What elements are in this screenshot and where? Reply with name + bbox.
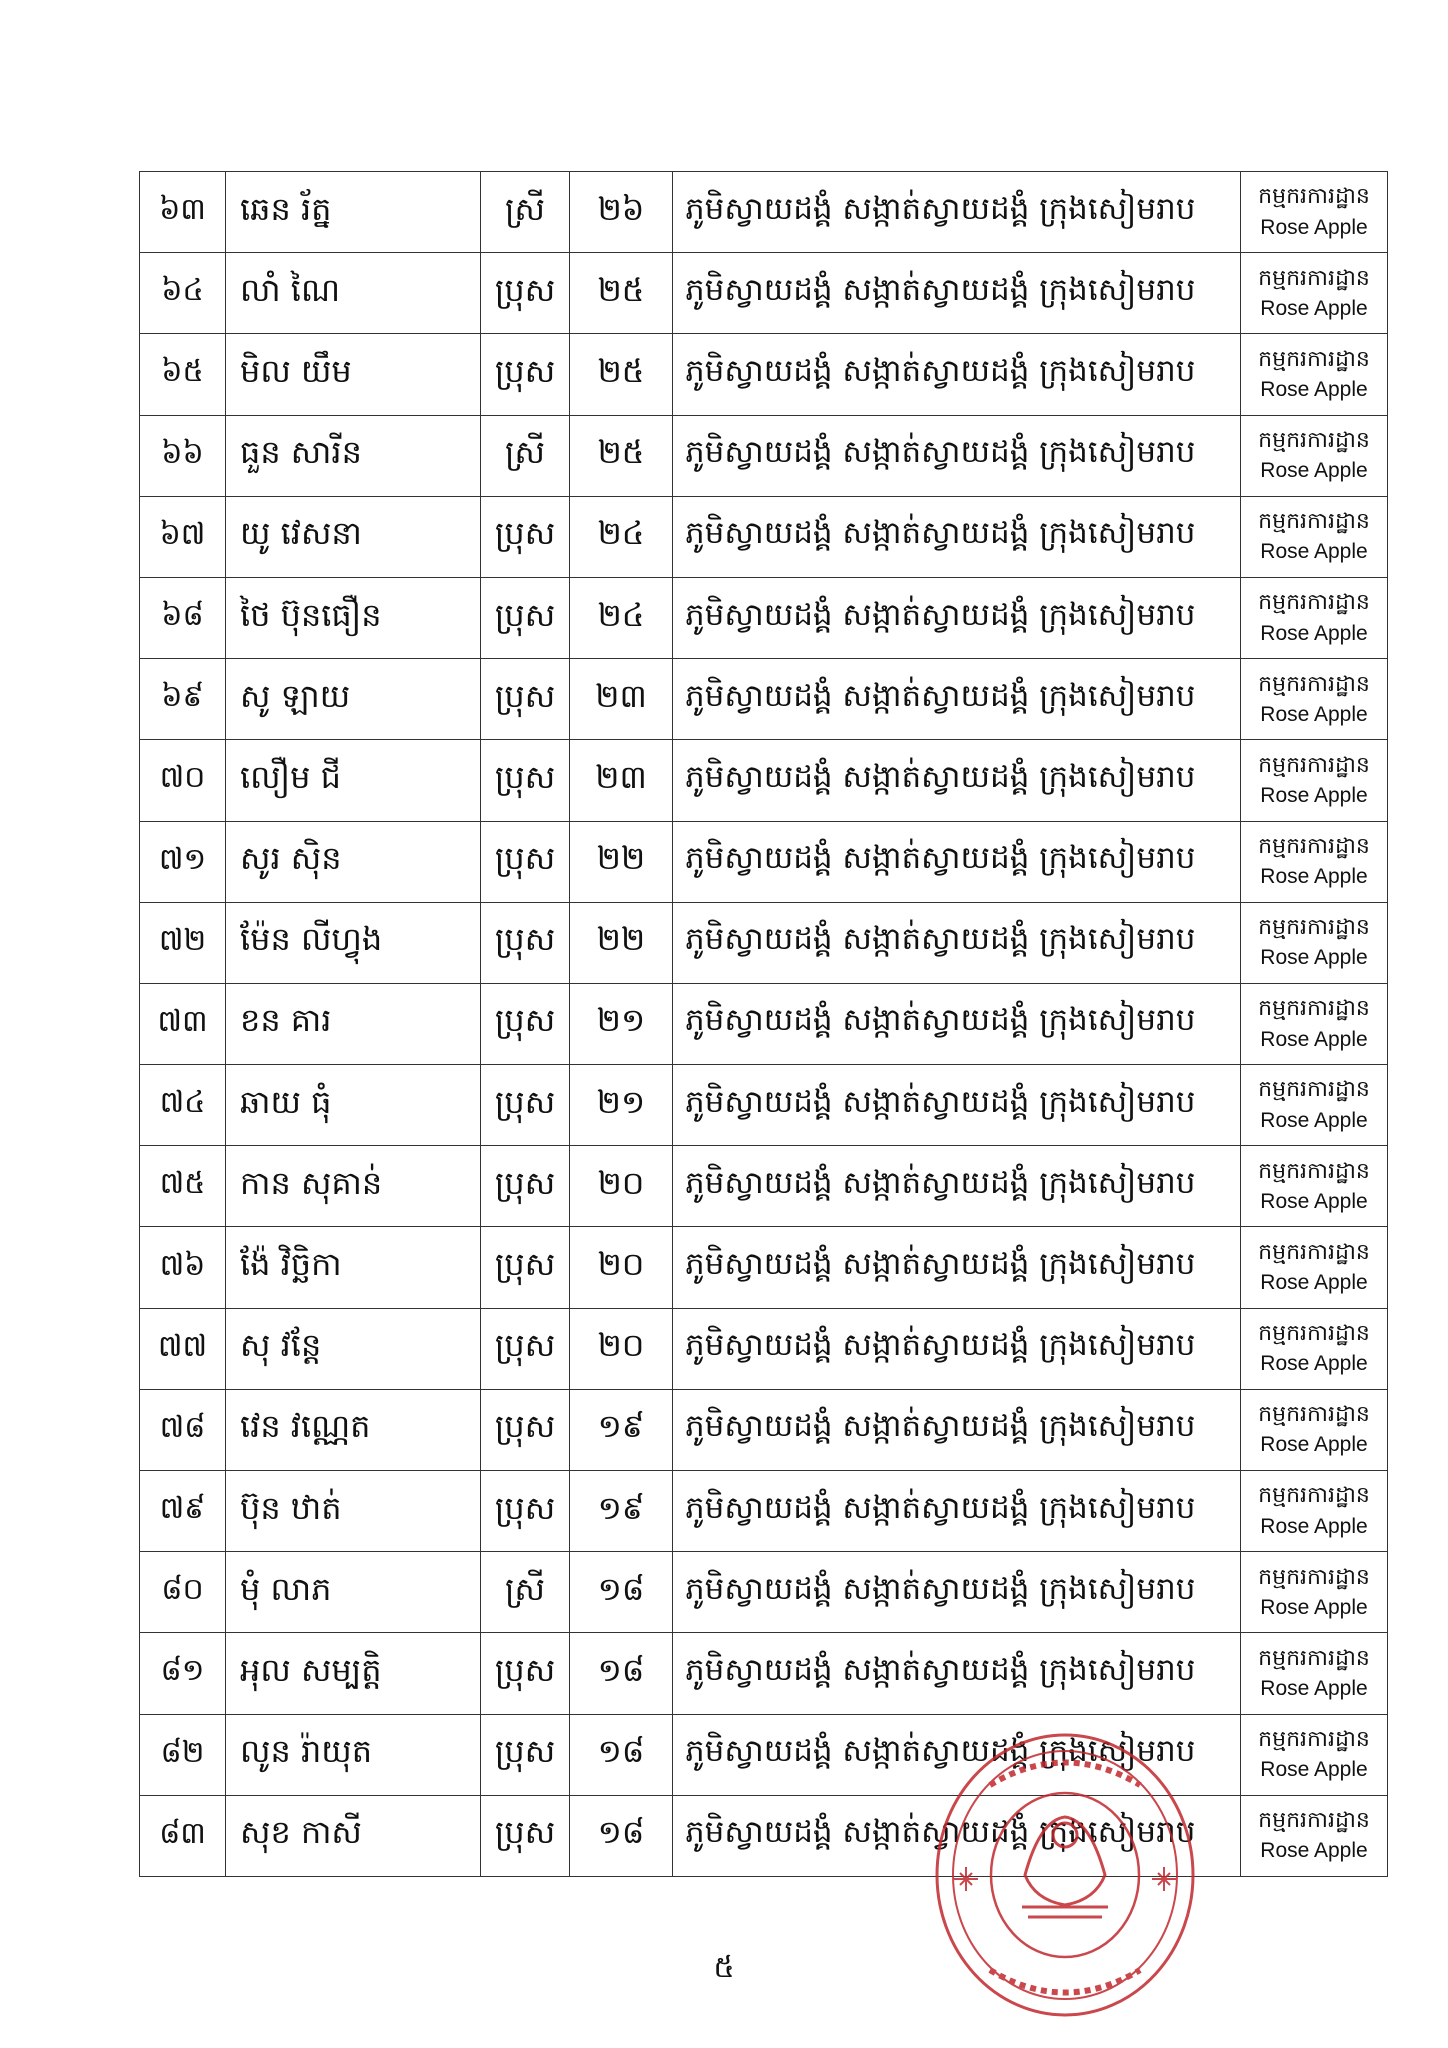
job-title-khmer: កម្មករការដ្ឋាន	[1258, 915, 1370, 941]
worker-address: ភូមិស្វាយដង្គំ សង្កាត់ស្វាយដង្គំ ក្រុងសៀមរាប	[673, 1227, 1241, 1308]
table-row	[140, 821, 1388, 902]
job-employer: Rose Apple	[1260, 783, 1368, 807]
job-employer: Rose Apple	[1260, 1271, 1368, 1295]
job-title-khmer: កម្មករការដ្ឋាន	[1258, 509, 1370, 535]
table-body	[140, 172, 1388, 1877]
worker-name: ធួន សារីន	[226, 415, 481, 496]
worker-address: ភូមិស្វាយដង្គំ សង្កាត់ស្វាយដង្គំ ក្រុងសៀមរាប	[673, 983, 1241, 1064]
worker-sex: ប្រុស	[481, 902, 570, 983]
worker-age: ២៦	[570, 172, 673, 253]
worker-age: ២៥	[570, 415, 673, 496]
job-employer: Rose Apple	[1260, 621, 1368, 645]
worker-name: លឿម ជី	[226, 740, 481, 821]
worker-job	[1241, 577, 1388, 658]
job-title-khmer: កម្មករការដ្ឋាន	[1258, 1645, 1370, 1671]
job-employer: Rose Apple	[1260, 1433, 1368, 1457]
job-title-khmer: កម្មករការដ្ឋាន	[1258, 1564, 1370, 1590]
worker-age: ២៤	[570, 577, 673, 658]
worker-name: សូ ឡាយ	[226, 659, 481, 740]
worker-address: ភូមិស្វាយដង្គំ សង្កាត់ស្វាយដង្គំ ក្រុងសៀមរាប	[673, 334, 1241, 415]
worker-age: ២៤	[570, 496, 673, 577]
job-employer: Rose Apple	[1260, 946, 1368, 970]
worker-job	[1241, 1146, 1388, 1227]
row-number: ៨១	[140, 1633, 226, 1714]
worker-job	[1241, 1308, 1388, 1389]
worker-age: ១៩	[570, 1389, 673, 1470]
seal-star-right	[1152, 1867, 1176, 1891]
worker-address: ភូមិស្វាយដង្គំ សង្កាត់ស្វាយដង្គំ ក្រុងសៀមរាប	[673, 415, 1241, 496]
worker-name: មិល យឹម	[226, 334, 481, 415]
worker-age: ២៣	[570, 740, 673, 821]
table-row	[140, 659, 1388, 740]
worker-address: ភូមិស្វាយដង្គំ សង្កាត់ស្វាយដង្គំ ក្រុងសៀមរាប	[673, 1146, 1241, 1227]
job-employer: Rose Apple	[1260, 1677, 1368, 1701]
worker-address: ភូមិស្វាយដង្គំ សង្កាត់ស្វាយដង្គំ ក្រុងសៀមរាប	[673, 659, 1241, 740]
worker-job	[1241, 1633, 1388, 1714]
worker-job	[1241, 1065, 1388, 1146]
job-title-khmer: កម្មករការដ្ឋាន	[1258, 1158, 1370, 1184]
job-employer: Rose Apple	[1260, 459, 1368, 483]
worker-job	[1241, 334, 1388, 415]
worker-sex: ប្រុស	[481, 659, 570, 740]
worker-age: ២៣	[570, 659, 673, 740]
worker-job	[1241, 659, 1388, 740]
worker-address: ភូមិស្វាយដង្គំ សង្កាត់ស្វាយដង្គំ ក្រុងសៀមរាប	[673, 1389, 1241, 1470]
table-row	[140, 1227, 1388, 1308]
worker-sex: ប្រុស	[481, 821, 570, 902]
seal-figure-head	[1053, 1823, 1077, 1847]
job-title-khmer: កម្មករការដ្ឋាន	[1258, 1239, 1370, 1265]
worker-sex: ប្រុស	[481, 1714, 570, 1795]
table-row	[140, 577, 1388, 658]
worker-sex: ប្រុស	[481, 334, 570, 415]
worker-address: ភូមិស្វាយដង្គំ សង្កាត់ស្វាយដង្គំ ក្រុងសៀមរាប	[673, 577, 1241, 658]
job-title-khmer: កម្មករការដ្ឋាន	[1258, 346, 1370, 372]
row-number: ៨០	[140, 1552, 226, 1633]
worker-name: ម៉ែន លីហ្វុង	[226, 902, 481, 983]
worker-sex: ប្រុស	[481, 1146, 570, 1227]
official-seal-icon	[930, 1725, 1200, 2025]
worker-name: ឆេន រ័ត្ន	[226, 172, 481, 253]
seal-outer-ring	[937, 1735, 1193, 2015]
row-number: ៧០	[140, 740, 226, 821]
table-row	[140, 334, 1388, 415]
worker-job	[1241, 740, 1388, 821]
job-title-khmer: កម្មករការដ្ឋាន	[1258, 590, 1370, 616]
table-row	[140, 253, 1388, 334]
worker-address: ភូមិស្វាយដង្គំ សង្កាត់ស្វាយដង្គំ ក្រុងសៀមរាប	[673, 1714, 1241, 1795]
job-employer: Rose Apple	[1260, 296, 1368, 320]
job-employer: Rose Apple	[1260, 215, 1368, 239]
job-employer: Rose Apple	[1260, 1352, 1368, 1376]
worker-name: សូរ ស៊ិន	[226, 821, 481, 902]
job-employer: Rose Apple	[1260, 540, 1368, 564]
worker-name: ង៉ែ វិច្ឆិកា	[226, 1227, 481, 1308]
seal-middle-ring	[953, 1751, 1177, 1999]
worker-age: ២២	[570, 902, 673, 983]
worker-job	[1241, 1552, 1388, 1633]
row-number: ៧៤	[140, 1065, 226, 1146]
worker-sex: ប្រុស	[481, 1389, 570, 1470]
worker-name: មុំ លាភ	[226, 1552, 481, 1633]
row-number: ៦៩	[140, 659, 226, 740]
job-employer: Rose Apple	[1260, 702, 1368, 726]
row-number: ៦៤	[140, 253, 226, 334]
worker-age: ២១	[570, 983, 673, 1064]
table-row	[140, 902, 1388, 983]
table-row	[140, 1389, 1388, 1470]
row-number: ៧៥	[140, 1146, 226, 1227]
worker-name: លូន រ៉ាយុត	[226, 1714, 481, 1795]
row-number: ៨៣	[140, 1795, 226, 1876]
worker-address: ភូមិស្វាយដង្គំ សង្កាត់ស្វាយដង្គំ ក្រុងសៀមរាប	[673, 496, 1241, 577]
worker-age: ២១	[570, 1065, 673, 1146]
worker-age: ១៨	[570, 1552, 673, 1633]
worker-job	[1241, 1389, 1388, 1470]
job-title-khmer: កម្មករការដ្ឋាន	[1258, 1808, 1370, 1834]
worker-sex: ប្រុស	[481, 253, 570, 334]
table-row	[140, 740, 1388, 821]
worker-job	[1241, 1714, 1388, 1795]
worker-sex: ប្រុស	[481, 740, 570, 821]
worker-sex: ប្រុស	[481, 1795, 570, 1876]
worker-age: ២០	[570, 1227, 673, 1308]
row-number: ៧៦	[140, 1227, 226, 1308]
job-title-khmer: កម្មករការដ្ឋាន	[1258, 184, 1370, 210]
worker-age: ២០	[570, 1308, 673, 1389]
row-number: ៧៩	[140, 1471, 226, 1552]
worker-job	[1241, 415, 1388, 496]
worker-address: ភូមិស្វាយដង្គំ សង្កាត់ស្វាយដង្គំ ក្រុងសៀមរាប	[673, 253, 1241, 334]
worker-job	[1241, 821, 1388, 902]
job-title-khmer: កម្មករការដ្ឋាន	[1258, 265, 1370, 291]
worker-address: ភូមិស្វាយដង្គំ សង្កាត់ស្វាយដង្គំ ក្រុងសៀមរាប	[673, 1552, 1241, 1633]
worker-address: ភូមិស្វាយដង្គំ សង្កាត់ស្វាយដង្គំ ក្រុងសៀមរាប	[673, 1308, 1241, 1389]
worker-address: ភូមិស្វាយដង្គំ សង្កាត់ស្វាយដង្គំ ក្រុងសៀមរាប	[673, 1065, 1241, 1146]
row-number: ៧៧	[140, 1308, 226, 1389]
worker-name: ថៃ ប៊ុនធឿន	[226, 577, 481, 658]
table-row	[140, 1633, 1388, 1714]
row-number: ៧២	[140, 902, 226, 983]
table-row	[140, 415, 1388, 496]
job-employer: Rose Apple	[1260, 1514, 1368, 1538]
worker-age: ២០	[570, 1146, 673, 1227]
table-row	[140, 1065, 1388, 1146]
worker-job	[1241, 253, 1388, 334]
worker-name: លាំ ណៃ	[226, 253, 481, 334]
worker-sex: ប្រុស	[481, 1065, 570, 1146]
seal-figure-base	[1022, 1907, 1108, 1917]
row-number: ៧៨	[140, 1389, 226, 1470]
worker-address: ភូមិស្វាយដង្គំ សង្កាត់ស្វាយដង្គំ ក្រុងសៀមរាប	[673, 1795, 1241, 1876]
worker-sex: ស្រី	[481, 415, 570, 496]
worker-sex: ប្រុស	[481, 1227, 570, 1308]
worker-age: ១៨	[570, 1795, 673, 1876]
table-row	[140, 172, 1388, 253]
worker-age: ១៨	[570, 1633, 673, 1714]
job-title-khmer: កម្មករការដ្ឋាន	[1258, 1077, 1370, 1103]
worker-job	[1241, 1795, 1388, 1876]
worker-sex: ប្រុស	[481, 496, 570, 577]
worker-job	[1241, 496, 1388, 577]
workers-table	[139, 171, 1388, 1877]
worker-address: ភូមិស្វាយដង្គំ សង្កាត់ស្វាយដង្គំ ក្រុងសៀមរាប	[673, 1633, 1241, 1714]
job-title-khmer: កម្មករការដ្ឋាន	[1258, 1321, 1370, 1346]
row-number: ៦៦	[140, 415, 226, 496]
worker-name: កាន សុគាន់	[226, 1146, 481, 1227]
worker-name: ខន គារ	[226, 983, 481, 1064]
worker-sex: ប្រុស	[481, 577, 570, 658]
row-number: ៧៣	[140, 983, 226, 1064]
job-title-khmer: កម្មករការដ្ឋាន	[1258, 1726, 1370, 1752]
worker-name: វេន វណ្ណេត	[226, 1389, 481, 1470]
table-row	[140, 1552, 1388, 1633]
job-employer: Rose Apple	[1260, 865, 1368, 889]
seal-figure	[1025, 1817, 1105, 1905]
worker-sex: ស្រី	[481, 172, 570, 253]
job-employer: Rose Apple	[1260, 378, 1368, 402]
worker-sex: ប្រុស	[481, 1471, 570, 1552]
row-number: ៨២	[140, 1714, 226, 1795]
page-number: ៥	[713, 1950, 735, 1985]
job-employer: Rose Apple	[1260, 1758, 1368, 1782]
table-row	[140, 983, 1388, 1064]
worker-job	[1241, 1471, 1388, 1552]
worker-sex: ប្រុស	[481, 1308, 570, 1389]
worker-address: ភូមិស្វាយដង្គំ សង្កាត់ស្វាយដង្គំ ក្រុងសៀមរាប	[673, 740, 1241, 821]
job-employer: Rose Apple	[1260, 1108, 1368, 1132]
table-row	[140, 1714, 1388, 1795]
worker-name: អុល សម្បត្តិ	[226, 1633, 481, 1714]
worker-name: យូ វេសនា	[226, 496, 481, 577]
worker-name: សុ វន្តែ	[226, 1308, 481, 1389]
worker-sex: ប្រុស	[481, 1633, 570, 1714]
worker-age: ១៨	[570, 1714, 673, 1795]
job-employer: Rose Apple	[1260, 1839, 1368, 1863]
table-row	[140, 1146, 1388, 1227]
row-number: ៧១	[140, 821, 226, 902]
seal-script-bottom	[990, 1970, 1140, 1993]
worker-address: ភូមិស្វាយដង្គំ សង្កាត់ស្វាយដង្គំ ក្រុងសៀមរាប	[673, 821, 1241, 902]
row-number: ៦៨	[140, 577, 226, 658]
worker-age: ២៥	[570, 334, 673, 415]
worker-name: ឆាយ ធុំ	[226, 1065, 481, 1146]
worker-job	[1241, 902, 1388, 983]
table-row	[140, 1795, 1388, 1876]
job-employer: Rose Apple	[1260, 1189, 1368, 1213]
worker-age: ១៩	[570, 1471, 673, 1552]
worker-age: ២២	[570, 821, 673, 902]
worker-job	[1241, 1227, 1388, 1308]
row-number: ៦៥	[140, 334, 226, 415]
worker-name: សុខ កាសី	[226, 1795, 481, 1876]
job-employer: Rose Apple	[1260, 1595, 1368, 1619]
worker-job	[1241, 172, 1388, 253]
worker-address: ភូមិស្វាយដង្គំ សង្កាត់ស្វាយដង្គំ ក្រុងសៀមរាប	[673, 172, 1241, 253]
row-number: ៦៧	[140, 496, 226, 577]
table-row	[140, 496, 1388, 577]
job-employer: Rose Apple	[1260, 1027, 1368, 1051]
job-title-khmer: កម្មករការដ្ឋាន	[1258, 833, 1370, 859]
worker-job	[1241, 983, 1388, 1064]
seal-star-left	[954, 1867, 978, 1891]
worker-address: ភូមិស្វាយដង្គំ សង្កាត់ស្វាយដង្គំ ក្រុងសៀមរាប	[673, 902, 1241, 983]
job-title-khmer: កម្មករការដ្ឋាន	[1258, 1483, 1370, 1509]
worker-name: ប៊ុន ឋាត់	[226, 1471, 481, 1552]
worker-sex: ស្រី	[481, 1552, 570, 1633]
job-title-khmer: កម្មករការដ្ឋាន	[1258, 671, 1370, 697]
row-number: ៦៣	[140, 172, 226, 253]
worker-sex: ប្រុស	[481, 983, 570, 1064]
table-row	[140, 1308, 1388, 1389]
worker-address: ភូមិស្វាយដង្គំ សង្កាត់ស្វាយដង្គំ ក្រុងសៀមរាប	[673, 1471, 1241, 1552]
table-row	[140, 1471, 1388, 1552]
job-title-khmer: កម្មករការដ្ឋាន	[1258, 1402, 1370, 1428]
worker-age: ២៥	[570, 253, 673, 334]
job-title-khmer: កម្មករការដ្ឋាន	[1258, 752, 1370, 778]
job-title-khmer: កម្មករការដ្ឋាន	[1258, 427, 1370, 453]
job-title-khmer: កម្មករការដ្ឋាន	[1258, 996, 1370, 1022]
